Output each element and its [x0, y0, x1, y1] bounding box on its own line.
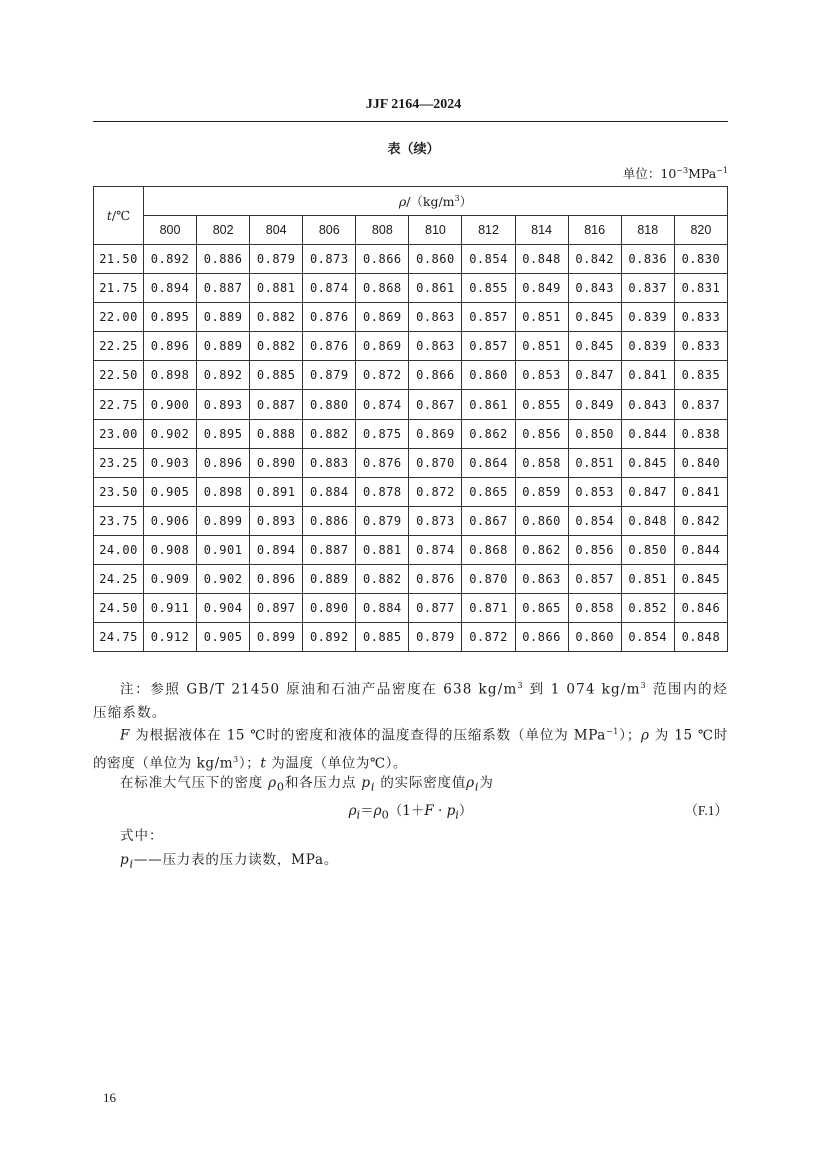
- compressibility-cell: 0.856: [568, 535, 621, 564]
- compressibility-cell: 0.912: [144, 623, 197, 652]
- compressibility-cell: 0.870: [462, 565, 515, 594]
- compressibility-cell: 0.842: [674, 506, 727, 535]
- compressibility-cell: 0.892: [144, 245, 197, 274]
- compressibility-cell: 0.911: [144, 594, 197, 623]
- table-row: [94, 477, 728, 506]
- compressibility-cell: 0.892: [303, 623, 356, 652]
- compressibility-cell: 0.838: [674, 419, 727, 448]
- compressibility-cell: 0.853: [568, 477, 621, 506]
- temperature-cell: 23.00: [94, 419, 144, 448]
- compressibility-cell: 0.906: [144, 506, 197, 535]
- density-header: $\rho/(kg/m^3)$: [144, 187, 728, 216]
- compressibility-cell: 0.884: [303, 477, 356, 506]
- compressibility-cell: 0.847: [568, 361, 621, 390]
- compressibility-cell: 0.860: [568, 623, 621, 652]
- compressibility-cell: 0.872: [409, 477, 462, 506]
- density-statement: 在标准大气压下的密度 $\rho_0$和各压力点 $p_i$ 的实际密度值$\rho_i$为: [120, 775, 494, 794]
- compressibility-cell: 0.890: [250, 448, 303, 477]
- compressibility-cell: 0.859: [515, 477, 568, 506]
- compressibility-cell: 0.833: [674, 303, 727, 332]
- compressibility-cell: 0.882: [250, 332, 303, 361]
- compressibility-cell: 0.874: [409, 535, 462, 564]
- compressibility-cell: 0.858: [568, 594, 621, 623]
- compressibility-cell: 0.867: [462, 506, 515, 535]
- compressibility-cell: 0.860: [515, 506, 568, 535]
- compressibility-cell: 0.876: [409, 565, 462, 594]
- compressibility-cell: 0.830: [674, 245, 727, 274]
- compressibility-cell: 0.851: [621, 565, 674, 594]
- table-row: [94, 245, 728, 274]
- compressibility-cell: 0.860: [409, 245, 462, 274]
- table-row: [94, 303, 728, 332]
- compressibility-cell: 0.876: [356, 448, 409, 477]
- compressibility-cell: 0.886: [303, 506, 356, 535]
- density-column-header: 816: [568, 216, 621, 245]
- compressibility-cell: 0.853: [515, 361, 568, 390]
- table-row: [94, 448, 728, 477]
- compressibility-cell: 0.842: [568, 245, 621, 274]
- compressibility-cell: 0.843: [621, 390, 674, 419]
- compressibility-cell: 0.884: [356, 594, 409, 623]
- table-row: [94, 594, 728, 623]
- compressibility-cell: 0.845: [621, 448, 674, 477]
- compressibility-cell: 0.882: [303, 419, 356, 448]
- temperature-cell: 24.75: [94, 623, 144, 652]
- temperature-cell: 24.00: [94, 535, 144, 564]
- compressibility-cell: 0.891: [250, 477, 303, 506]
- table-row: [94, 390, 728, 419]
- compressibility-cell: 0.890: [303, 594, 356, 623]
- compressibility-cell: 0.848: [515, 245, 568, 274]
- compressibility-cell: 0.876: [303, 303, 356, 332]
- compressibility-cell: 0.851: [568, 448, 621, 477]
- table-unit: 单位：$10^{-3}MPa^{-1}$: [622, 165, 728, 181]
- compressibility-cell: 0.860: [462, 361, 515, 390]
- compressibility-cell: 0.909: [144, 565, 197, 594]
- compressibility-cell: 0.864: [462, 448, 515, 477]
- compressibility-cell: 0.899: [250, 623, 303, 652]
- compressibility-cell: 0.857: [568, 565, 621, 594]
- compressibility-cell: 0.854: [621, 623, 674, 652]
- compressibility-cell: 0.901: [197, 535, 250, 564]
- compressibility-cell: 0.897: [250, 594, 303, 623]
- where-label: 式中：: [120, 828, 164, 844]
- compressibility-cell: 0.836: [621, 245, 674, 274]
- density-column-header: 802: [197, 216, 250, 245]
- table-body: [94, 245, 728, 652]
- compressibility-cell: 0.898: [197, 477, 250, 506]
- compressibility-cell: 0.874: [303, 274, 356, 303]
- compressibility-cell: 0.882: [250, 303, 303, 332]
- density-column-header: 808: [356, 216, 409, 245]
- compressibility-cell: 0.886: [197, 245, 250, 274]
- compressibility-cell: 0.896: [197, 448, 250, 477]
- compressibility-cell: 0.888: [250, 419, 303, 448]
- compressibility-cell: 0.841: [674, 477, 727, 506]
- compressibility-cell: 0.902: [197, 565, 250, 594]
- compressibility-cell: 0.855: [515, 390, 568, 419]
- compressibility-cell: 0.905: [144, 477, 197, 506]
- compressibility-cell: 0.889: [197, 332, 250, 361]
- density-column-header: 806: [303, 216, 356, 245]
- compressibility-cell: 0.855: [462, 274, 515, 303]
- compressibility-cell: 0.854: [462, 245, 515, 274]
- compressibility-cell: 0.879: [356, 506, 409, 535]
- density-column-header: 800: [144, 216, 197, 245]
- compressibility-cell: 0.877: [409, 594, 462, 623]
- formula-number: （F.1）: [684, 803, 728, 818]
- compressibility-cell: 0.885: [356, 623, 409, 652]
- compressibility-cell: 0.881: [250, 274, 303, 303]
- compressibility-cell: 0.849: [568, 390, 621, 419]
- compressibility-cell: 0.866: [409, 361, 462, 390]
- compressibility-cell: 0.857: [462, 303, 515, 332]
- temperature-cell: 23.50: [94, 477, 144, 506]
- compressibility-cell: 0.887: [303, 535, 356, 564]
- compressibility-cell: 0.863: [409, 332, 462, 361]
- compressibility-cell: 0.894: [144, 274, 197, 303]
- compressibility-cell: 0.893: [250, 506, 303, 535]
- table-row: [94, 332, 728, 361]
- table-row: [94, 565, 728, 594]
- compressibility-cell: 0.879: [409, 623, 462, 652]
- compressibility-cell: 0.908: [144, 535, 197, 564]
- temperature-cell: 24.25: [94, 565, 144, 594]
- compressibility-cell: 0.852: [621, 594, 674, 623]
- compressibility-cell: 0.845: [568, 303, 621, 332]
- compressibility-cell: 0.840: [674, 448, 727, 477]
- compressibility-cell: 0.883: [303, 448, 356, 477]
- table-title: 表（续）: [387, 142, 440, 157]
- compressibility-cell: 0.867: [409, 390, 462, 419]
- compressibility-cell: 0.869: [356, 332, 409, 361]
- compressibility-cell: 0.849: [515, 274, 568, 303]
- compressibility-cell: 0.850: [621, 535, 674, 564]
- compressibility-cell: 0.866: [356, 245, 409, 274]
- compressibility-cell: 0.845: [674, 565, 727, 594]
- density-column-header: 818: [621, 216, 674, 245]
- compressibility-cell: 0.844: [621, 419, 674, 448]
- symbol-definitions: F 为根据液体在 15 ℃时的密度和液体的温度查得的压缩系数（单位为 MPa$^{-1}$）；ρ 为 15 ℃时的密度（单位为 $kg/m^3$）；t 为温度（单位为℃）。: [93, 727, 728, 771]
- compressibility-cell: 0.905: [197, 623, 250, 652]
- compressibility-cell: 0.889: [197, 303, 250, 332]
- compressibility-cell: 0.848: [674, 623, 727, 652]
- compressibility-cell: 0.833: [674, 332, 727, 361]
- compressibility-cell: 0.865: [515, 594, 568, 623]
- compressibility-cell: 0.892: [197, 361, 250, 390]
- table-row: [94, 535, 728, 564]
- compressibility-cell: 0.873: [409, 506, 462, 535]
- compressibility-cell: 0.872: [462, 623, 515, 652]
- compressibility-cell: 0.893: [197, 390, 250, 419]
- compressibility-cell: 0.896: [144, 332, 197, 361]
- document-code: JJF 2164—2024: [365, 97, 462, 112]
- compressibility-cell: 0.854: [568, 506, 621, 535]
- compressibility-cell: 0.837: [621, 274, 674, 303]
- compressibility-cell: 0.857: [462, 332, 515, 361]
- compressibility-cell: 0.851: [515, 332, 568, 361]
- page-number: 16: [103, 1090, 116, 1105]
- compressibility-cell: 0.873: [303, 245, 356, 274]
- temperature-cell: 22.25: [94, 332, 144, 361]
- compressibility-cell: 0.903: [144, 448, 197, 477]
- temperature-cell: 23.75: [94, 506, 144, 535]
- temperature-cell: 22.50: [94, 361, 144, 390]
- density-column-header: 810: [409, 216, 462, 245]
- compressibility-cell: 0.841: [621, 361, 674, 390]
- density-column-header: 820: [674, 216, 727, 245]
- compressibility-cell: 0.863: [515, 565, 568, 594]
- compressibility-cell: 0.887: [250, 390, 303, 419]
- compressibility-cell: 0.835: [674, 361, 727, 390]
- compressibility-cell: 0.866: [515, 623, 568, 652]
- compressibility-cell: 0.858: [515, 448, 568, 477]
- compressibility-cell: 0.837: [674, 390, 727, 419]
- compressibility-cell: 0.861: [409, 274, 462, 303]
- compressibility-cell: 0.872: [356, 361, 409, 390]
- table-row: [94, 274, 728, 303]
- compressibility-cell: 0.839: [621, 303, 674, 332]
- compressibility-cell: 0.843: [568, 274, 621, 303]
- density-columns-row: [94, 216, 728, 245]
- compressibility-cell: 0.869: [409, 419, 462, 448]
- compressibility-cell: 0.863: [409, 303, 462, 332]
- table-row: [94, 361, 728, 390]
- compressibility-cell: 0.876: [303, 332, 356, 361]
- compressibility-cell: 0.845: [568, 332, 621, 361]
- table-row: [94, 506, 728, 535]
- temperature-cell: 21.50: [94, 245, 144, 274]
- table-note: 注：参照 GB/T 21450 原油和石油产品密度在 638 $kg/m^3$ 到 1 074 $kg/m^3$ 范围内的烃压缩系数。: [93, 681, 728, 721]
- compressibility-cell: 0.880: [303, 390, 356, 419]
- compressibility-cell: 0.881: [356, 535, 409, 564]
- compressibility-cell: 0.862: [462, 419, 515, 448]
- temperature-header: t/℃: [94, 187, 144, 245]
- temperature-cell: 22.00: [94, 303, 144, 332]
- compressibility-cell: 0.871: [462, 594, 515, 623]
- pressure-definition: $p_i——$压力表的压力读数，MPa。: [120, 852, 339, 871]
- compressibility-cell: 0.831: [674, 274, 727, 303]
- density-column-header: 814: [515, 216, 568, 245]
- compressibility-cell: 0.875: [356, 419, 409, 448]
- compressibility-cell: 0.887: [197, 274, 250, 303]
- compressibility-cell: 0.846: [674, 594, 727, 623]
- compressibility-cell: 0.874: [356, 390, 409, 419]
- compressibility-cell: 0.900: [144, 390, 197, 419]
- table-row: [94, 419, 728, 448]
- compressibility-cell: 0.904: [197, 594, 250, 623]
- compressibility-cell: 0.851: [515, 303, 568, 332]
- header-rule: [93, 121, 728, 122]
- compressibility-cell: 0.869: [356, 303, 409, 332]
- density-column-header: 812: [462, 216, 515, 245]
- temperature-cell: 21.75: [94, 274, 144, 303]
- compressibility-cell: 0.898: [144, 361, 197, 390]
- compressibility-cell: 0.865: [462, 477, 515, 506]
- compressibility-cell: 0.899: [197, 506, 250, 535]
- compressibility-cell: 0.878: [356, 477, 409, 506]
- temperature-cell: 24.50: [94, 594, 144, 623]
- compressibility-cell: 0.868: [462, 535, 515, 564]
- formula-expression: $\rho_i=\rho_0(1+F \cdot p_i)$: [348, 803, 473, 822]
- compressibility-cell: 0.850: [568, 419, 621, 448]
- compressibility-cell: 0.862: [515, 535, 568, 564]
- compressibility-cell: 0.895: [197, 419, 250, 448]
- compressibility-cell: 0.879: [250, 245, 303, 274]
- compressibility-cell: 0.902: [144, 419, 197, 448]
- compressibility-cell: 0.885: [250, 361, 303, 390]
- compressibility-cell: 0.868: [356, 274, 409, 303]
- compressibility-cell: 0.879: [303, 361, 356, 390]
- compressibility-cell: 0.889: [303, 565, 356, 594]
- compressibility-cell: 0.895: [144, 303, 197, 332]
- temperature-cell: 22.75: [94, 390, 144, 419]
- compressibility-cell: 0.896: [250, 565, 303, 594]
- compressibility-cell: 0.839: [621, 332, 674, 361]
- temperature-cell: 23.25: [94, 448, 144, 477]
- compressibility-cell: 0.882: [356, 565, 409, 594]
- compressibility-cell: 0.861: [462, 390, 515, 419]
- compressibility-cell: 0.894: [250, 535, 303, 564]
- compressibility-cell: 0.870: [409, 448, 462, 477]
- compressibility-cell: 0.856: [515, 419, 568, 448]
- compressibility-cell: 0.847: [621, 477, 674, 506]
- compressibility-cell: 0.848: [621, 506, 674, 535]
- compressibility-table: [93, 186, 728, 652]
- table-row: [94, 623, 728, 652]
- compressibility-cell: 0.844: [674, 535, 727, 564]
- density-column-header: 804: [250, 216, 303, 245]
